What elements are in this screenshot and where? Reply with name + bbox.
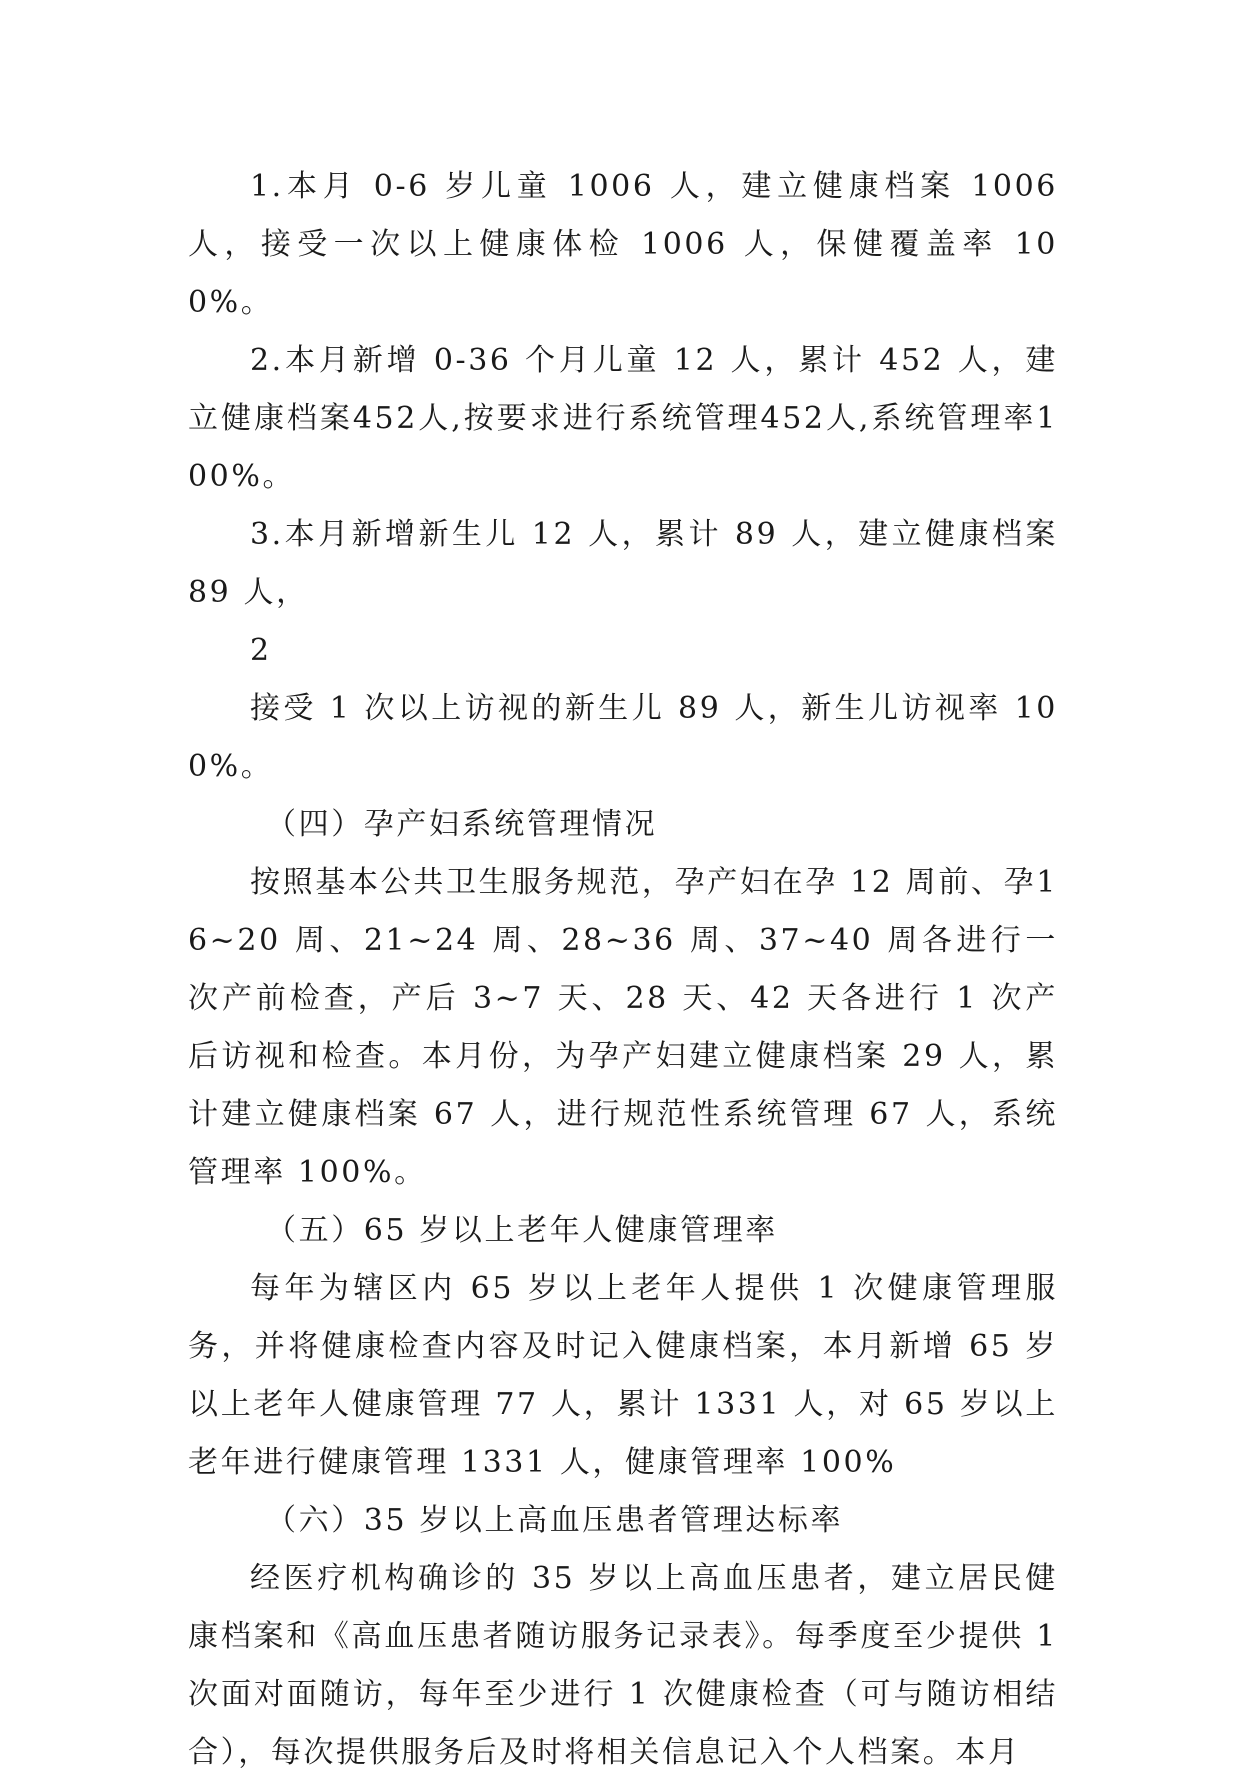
paragraph-hypertension-management: 经医疗机构确诊的 35 岁以上高血压患者，建立居民健康档案和《高血压患者随访服务记录表》。每季度至少提供 1 次面对面随访，每年至少进行 1 次健康检查（可与随访相结合），每次提供服务后及时将相关信息记入个人档案。本月 (188, 1561, 1058, 1770)
section-heading-elderly: （五）65 岁以上老年人健康管理率 (266, 1213, 778, 1248)
paragraph-newborn-visits: 接受 1 次以上访视的新生儿 89 人，新生儿访视率 100%。 (188, 691, 1058, 784)
document-page (188, 158, 1058, 1782)
paragraph-children-0-6: 1.本月 0-6 岁儿童 1006 人，建立健康档案 1006 人，接受一次以上健康体检 1006 人，保健覆盖率 100%。 (188, 169, 1058, 320)
paragraph-newborns: 3.本月新增新生儿 12 人，累计 89 人，建立健康档案 89 人， (188, 517, 1058, 610)
paragraph-children-0-36-months: 2.本月新增 0-36 个月儿童 12 人，累计 452 人，建立健康档案452人,按要求进行系统管理452人,系统管理率100%。 (188, 343, 1058, 494)
paragraph-maternal-management: 按照基本公共卫生服务规范，孕产妇在孕 12 周前、孕16~20 周、21~24 周、28~36 周、37~40 周各进行一次产前检查，产后 3~7 天、28 天、42 天各进行 1 次产后访视和检查。本月份，为孕产妇建立健康档案 29 人，累计建立健康档案 67 人，进行规范性系统管理 67 人，系统管理率 100%。 (188, 865, 1058, 1190)
page-number: 2 (250, 633, 272, 668)
section-heading-hypertension: （六）35 岁以上高血压患者管理达标率 (266, 1503, 844, 1538)
section-heading-maternal: （四）孕产妇系统管理情况 (266, 807, 658, 842)
paragraph-elderly-management: 每年为辖区内 65 岁以上老年人提供 1 次健康管理服务，并将健康检查内容及时记入健康档案，本月新增 65 岁以上老年人健康管理 77 人，累计 1331 人，对 65 岁以上老年进行健康管理 1331 人，健康管理率 100% (188, 1271, 1058, 1480)
